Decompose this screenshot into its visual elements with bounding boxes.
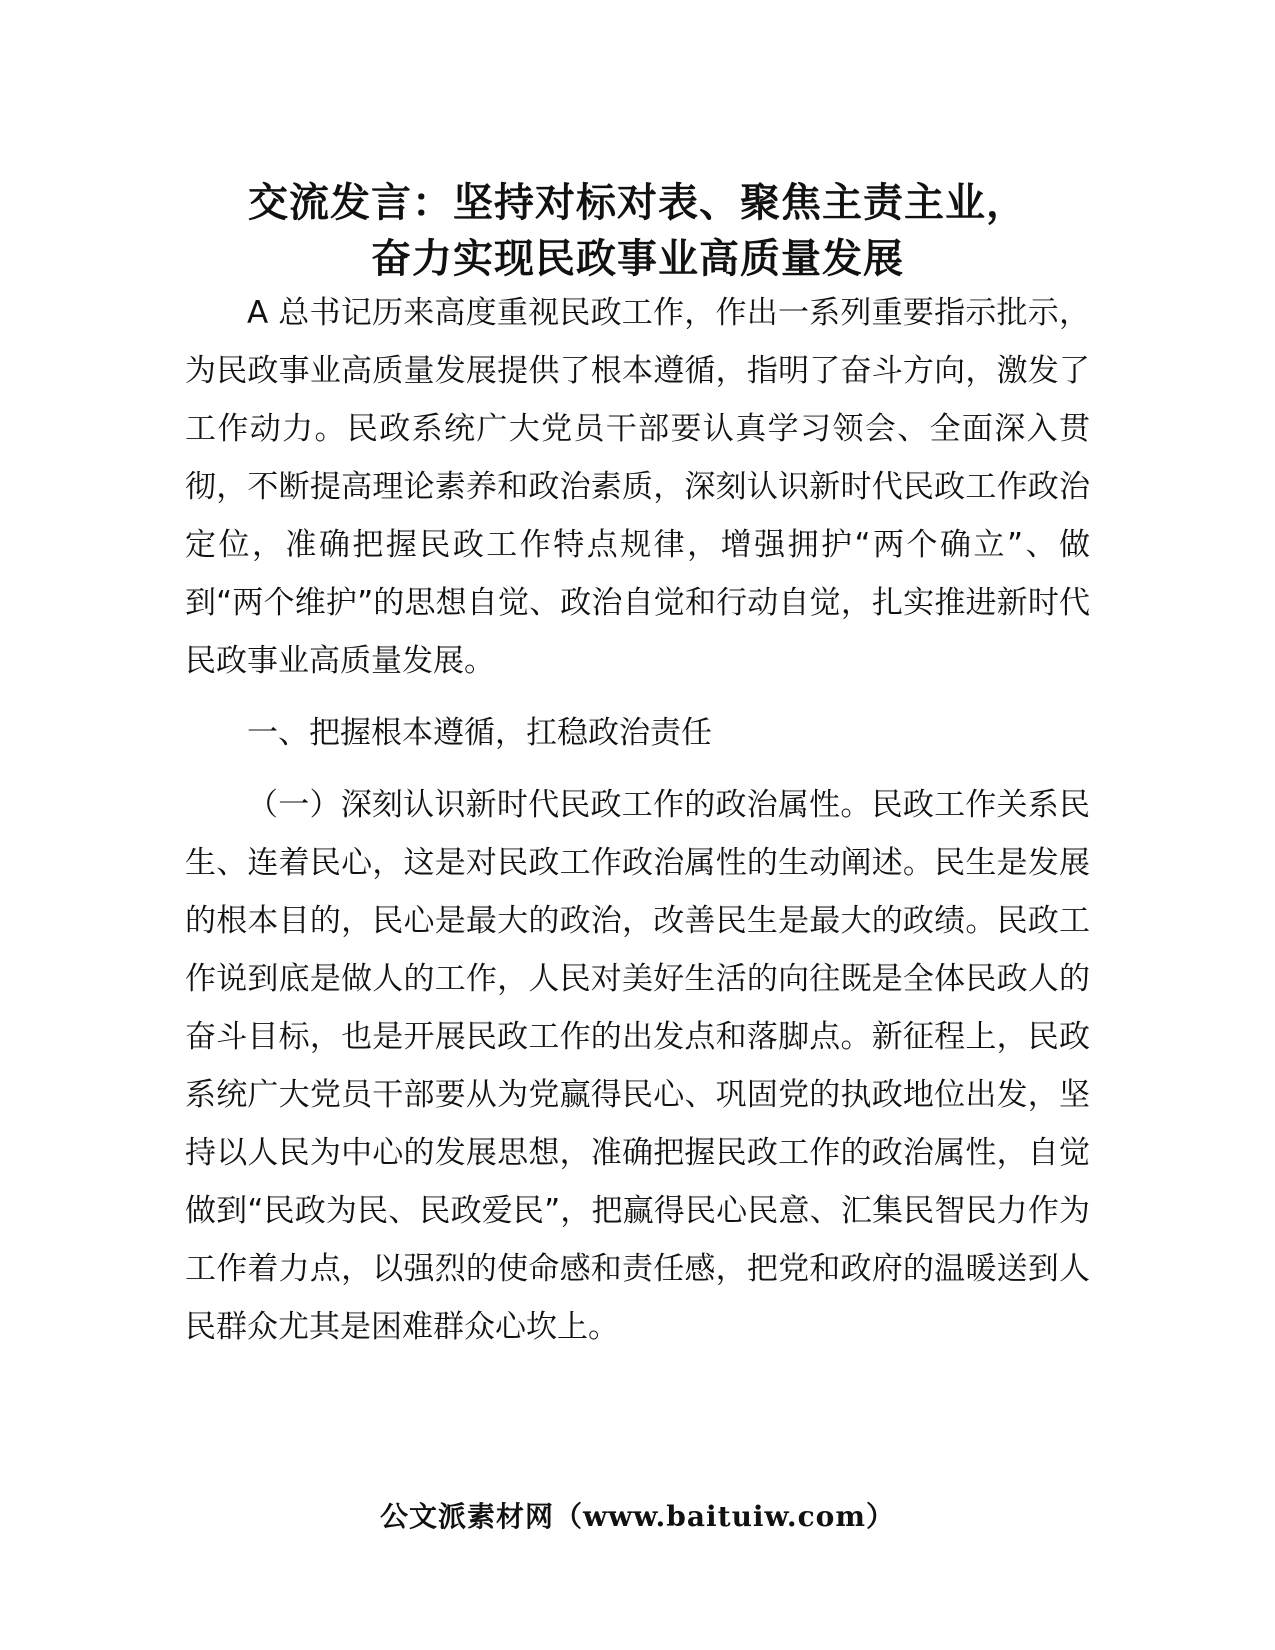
section-heading: 一、把握根本遵循，扛稳政治责任 [247, 715, 712, 751]
title-line-2: 奋力实现民政事业高质量发展 [371, 235, 904, 282]
intro-paragraph: A 总书记历来高度重视民政工作，作出一系列重要指示批示，为民政事业高质量发展提供了根本遵循，指明了奋斗方向，激发了工作动力。民政系统广大党员干部要认真学习领会、全面深入贯彻，不断提高理论素养和政治素质，深刻认识新时代民政工作政治定位，准确把握民政工作特点规律，增强拥护“两个确立”、做到“两个维护”的思想自觉、政治自觉和行动自觉，扎实推进新时代民政事业高质量发展。 [185, 295, 1090, 679]
document-body [185, 284, 1090, 1370]
footer-watermark: 公文派素材网（www.baituiw.com） [380, 1500, 895, 1533]
document-title [150, 175, 1125, 287]
subsection-paragraph: （一）深刻认识新时代民政工作的政治属性。民政工作关系民生、连着民心，这是对民政工作政治属性的生动阐述。民生是发展的根本目的，民心是最大的政治，改善民生是最大的政绩。民政工作说到底是做人的工作，人民对美好生活的向往既是全体民政人的奋斗目标，也是开展民政工作的出发点和落脚点。新征程上，民政系统广大党员干部要从为党赢得民心、巩固党的执政地位出发，坚持以人民为中心的发展思想，准确把握民政工作的政治属性，自觉做到“民政为民、民政爱民”，把赢得民心民意、汇集民智民力作为工作着力点，以强烈的使命感和责任感，把党和政府的温暖送到人民群众尤其是困难群众心坎上。 [185, 787, 1090, 1345]
title-line-1: 交流发言：坚持对标对表、聚焦主责主业， [248, 179, 1027, 226]
